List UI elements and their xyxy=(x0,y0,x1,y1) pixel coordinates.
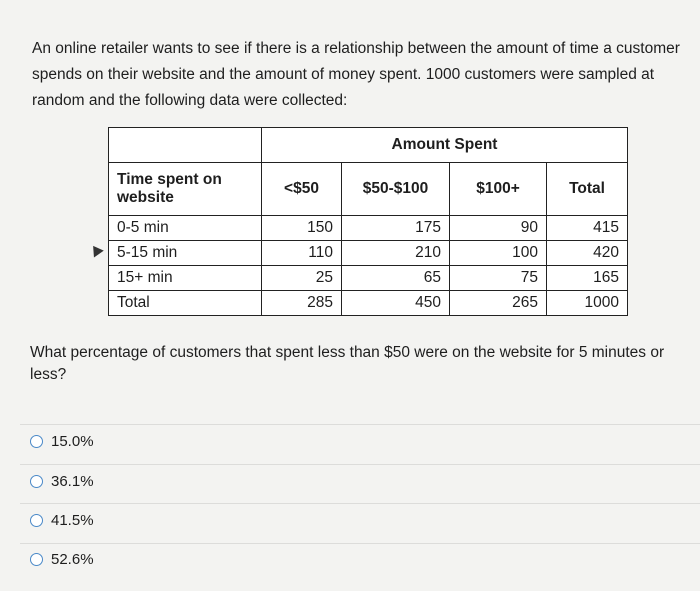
table-cell: 110 xyxy=(262,241,342,266)
mouse-cursor-icon xyxy=(88,242,104,257)
column-header: $100+ xyxy=(450,163,547,216)
time-spent-header: Time spent on website xyxy=(109,163,262,216)
divider xyxy=(20,464,700,465)
answer-option[interactable] xyxy=(30,471,94,491)
table-cell: 90 xyxy=(450,216,547,241)
radio-button[interactable] xyxy=(30,475,43,488)
table-cell: 285 xyxy=(262,291,342,316)
data-table-container xyxy=(108,127,628,316)
option-label: 15.0% xyxy=(51,432,94,450)
divider xyxy=(20,543,700,544)
table-cell: 150 xyxy=(262,216,342,241)
table-cell: 165 xyxy=(547,266,628,291)
table-cell: 1000 xyxy=(547,291,628,316)
row-label: 0-5 min xyxy=(109,216,262,241)
table-cell: 210 xyxy=(342,241,450,266)
table-cell: 75 xyxy=(450,266,547,291)
table-cell: 100 xyxy=(450,241,547,266)
table-cell: 65 xyxy=(342,266,450,291)
table-cell: 25 xyxy=(262,266,342,291)
table-cell: 415 xyxy=(547,216,628,241)
column-header: $50-$100 xyxy=(342,163,450,216)
table-cell: 175 xyxy=(342,216,450,241)
intro-text: An online retailer wants to see if there is a relationship between the amount of time a customer spends on their website and the amount of money spent. 1000 customers were sampled at random and the following data were collected: xyxy=(32,40,680,109)
divider xyxy=(20,424,700,425)
table-cell: 450 xyxy=(342,291,450,316)
answer-option[interactable] xyxy=(30,510,94,530)
table-corner-cell xyxy=(109,128,262,163)
radio-button[interactable] xyxy=(30,553,43,566)
question-text: What percentage of customers that spent less than $50 were on the website for 5 minutes or less? xyxy=(30,344,665,383)
table-row xyxy=(109,291,628,316)
table-cell: 265 xyxy=(450,291,547,316)
table-row xyxy=(109,216,628,241)
data-table xyxy=(108,127,628,316)
amount-spent-header: Amount Spent xyxy=(262,128,628,163)
answer-option[interactable] xyxy=(30,431,94,451)
option-label: 52.6% xyxy=(51,550,94,568)
table-row xyxy=(109,266,628,291)
radio-button[interactable] xyxy=(30,514,43,527)
divider xyxy=(20,503,700,504)
option-label: 36.1% xyxy=(51,472,94,490)
row-label: Total xyxy=(109,291,262,316)
answer-option[interactable] xyxy=(30,549,94,569)
table-row xyxy=(109,241,628,266)
column-header: <$50 xyxy=(262,163,342,216)
column-header: Total xyxy=(547,163,628,216)
row-label: 5-15 min xyxy=(109,241,262,266)
row-label: 15+ min xyxy=(109,266,262,291)
option-label: 41.5% xyxy=(51,511,94,529)
radio-button[interactable] xyxy=(30,435,43,448)
table-cell: 420 xyxy=(547,241,628,266)
